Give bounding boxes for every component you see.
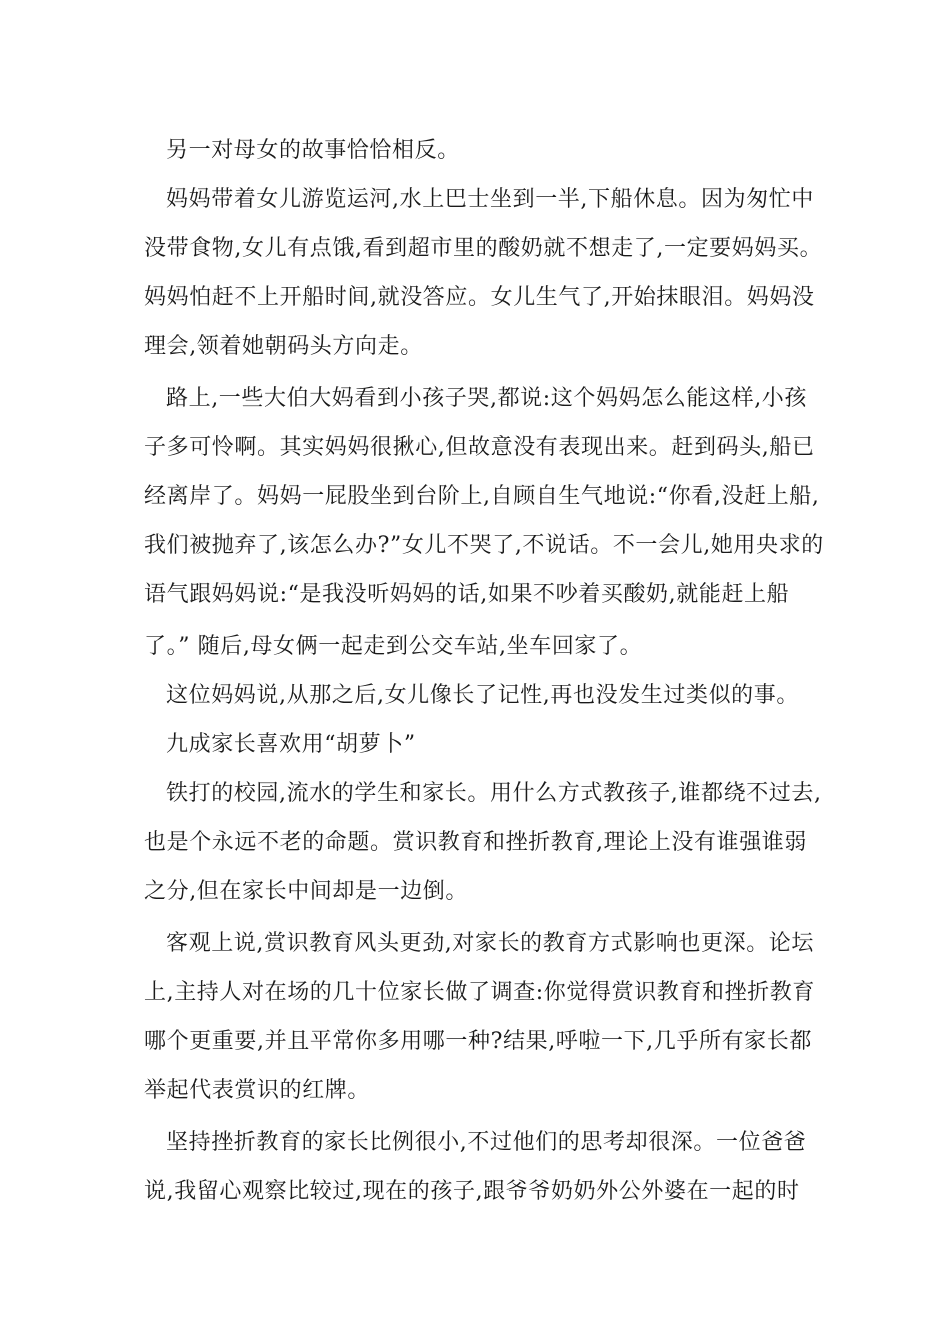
text-line: 说,我留心观察比较过,现在的孩子,跟爷爷奶奶外公外婆在一起的时 — [144, 1179, 800, 1204]
text-line: 妈妈怕赶不上开船时间,就没答应。女儿生气了,开始抹眼泪。妈妈没 — [144, 285, 815, 310]
text-line: 没带食物,女儿有点饿,看到超市里的酸奶就不想走了,一定要妈妈买。 — [144, 236, 823, 261]
text-line: 上,主持人对在场的几十位家长做了调查:你觉得赏识教育和挫折教育 — [144, 980, 816, 1005]
text-line: 铁打的校园,流水的学生和家长。用什么方式教孩子,谁都绕不过去, — [166, 781, 822, 806]
text-line: 路上,一些大伯大妈看到小孩子哭,都说:这个妈妈怎么能这样,小孩 — [166, 386, 807, 411]
text-line: 举起代表赏识的红牌。 — [144, 1078, 371, 1103]
text-line: 客观上说,赏识教育风头更劲,对家长的教育方式影响也更深。论坛 — [166, 931, 814, 956]
text-line: 也是个永远不老的命题。赏识教育和挫折教育,理论上没有谁强谁弱 — [144, 830, 807, 855]
text-line: 哪个更重要,并且平常你多用哪一种?结果,呼啦一下,几乎所有家长都 — [144, 1029, 812, 1054]
text-line: 这位妈妈说,从那之后,女儿像长了记性,再也没发生过类似的事。 — [166, 683, 799, 708]
text-line: 语气跟妈妈说:“是我没听妈妈的话,如果不吵着买酸奶,就能赶上船 — [144, 582, 790, 607]
document-page — [144, 0, 824, 1344]
section-heading: 九成家长喜欢用“胡萝卜” — [166, 732, 416, 757]
text-line: 妈妈带着女儿游览运河,水上巴士坐到一半,下船休息。因为匆忙中 — [166, 187, 814, 212]
text-line: 坚持挫折教育的家长比例很小,不过他们的思考却很深。一位爸爸 — [166, 1130, 807, 1155]
text-line: 之分,但在家长中间却是一边倒。 — [144, 879, 468, 904]
text-line: 我们被抛弃了,该怎么办?”女儿不哭了,不说话。不一会儿,她用央求的 — [144, 533, 824, 558]
text-line: 子多可怜啊。其实妈妈很揪心,但故意没有表现出来。赶到码头,船已 — [144, 435, 815, 460]
text-line: 另一对母女的故事恰恰相反。 — [166, 138, 460, 163]
text-line: 理会,领着她朝码头方向走。 — [144, 334, 423, 359]
text-line: 经离岸了。妈妈一屁股坐到台阶上,自顾自生气地说:“你看,没赶上船, — [144, 484, 820, 509]
text-line: 了。” 随后,母女俩一起走到公交车站,坐车回家了。 — [144, 634, 643, 659]
